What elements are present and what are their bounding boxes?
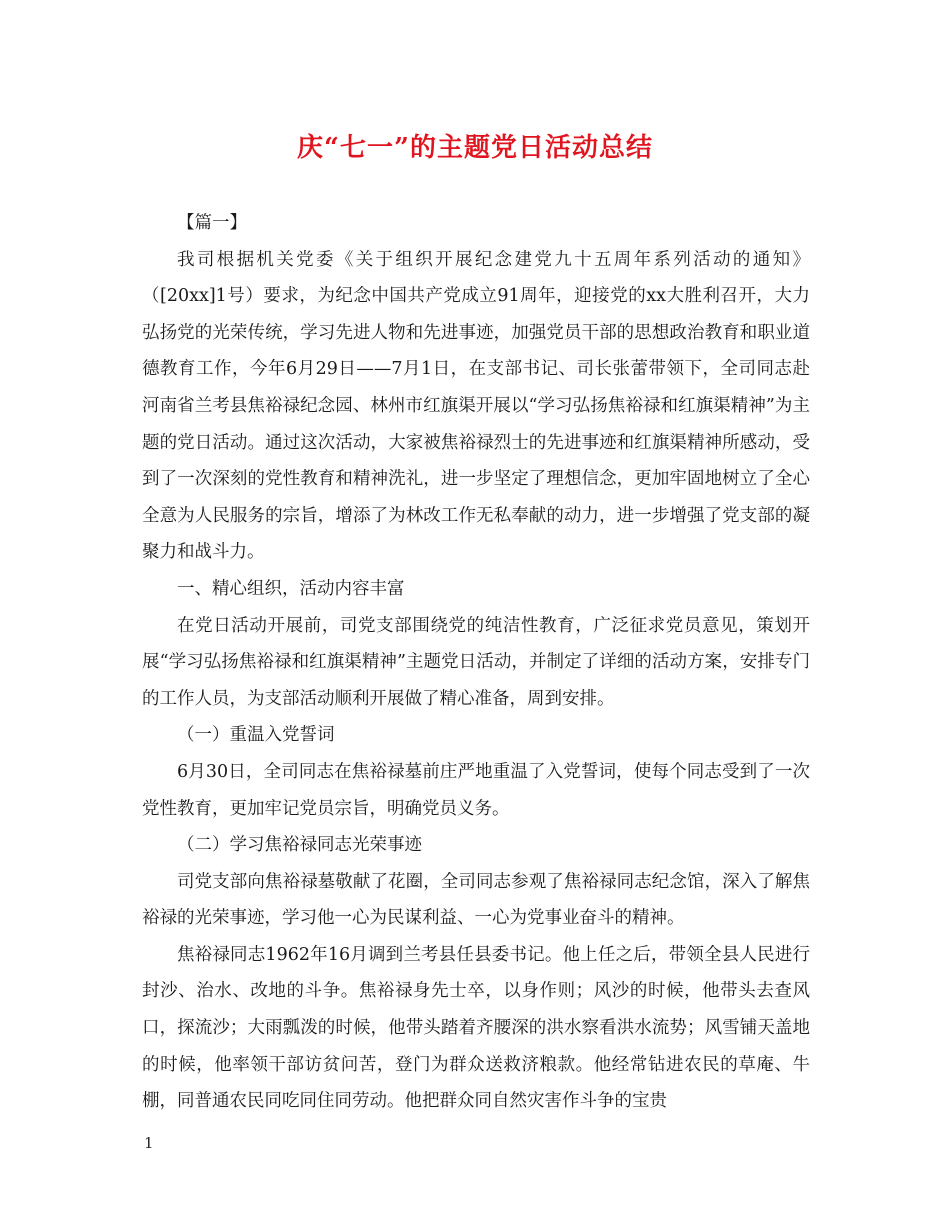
subsection-heading: （二）学习焦裕禄同志光荣事迹	[177, 835, 422, 856]
document-title: 庆“七一”的主题党日活动总结	[297, 133, 653, 163]
document-body	[142, 205, 810, 1120]
section-label: 【篇一】	[177, 213, 247, 233]
body-paragraph: 我司根据机关党委《关于组织开展纪念建党九十五周年系列活动的通知》（[20xx]1号）要求，为纪念中国共产党成立91周年，迎接党的xx大胜利召开，大力弘扬党的光荣传统，学习先进人物和先进事迹，加强党员干部的思想政治教育和职业道德教育工作，今年6月29日——7月1日，在支部书记、司长张蕾带领下，全司同志赴河南省兰考县焦裕禄纪念园、林州市红旗渠开展以“学习弘扬焦裕禄和红旗渠精神”为主题的党日活动。通过这次活动，大家被焦裕禄烈士的先进事迹和红旗渠精神所感动，受到了一次深刻的党性教育和精神洗礼，进一步坚定了理想信念，更加牢固地树立了全心全意为人民服务的宗旨，增添了为林改工作无私奉献的动力，进一步增强了党支部的凝聚力和战斗力。	[142, 249, 810, 563]
section-heading: 一、精心组织，活动内容丰富	[177, 578, 405, 599]
page-number: 1	[144, 1134, 154, 1152]
body-paragraph: 6月30日，全司同志在焦裕禄墓前庄严地重温了入党誓词，使每个同志受到了一次党性教育，更加牢记党员宗旨，明确党员义务。	[142, 761, 810, 819]
body-paragraph: 在党日活动开展前，司党支部围绕党的纯洁性教育，广泛征求党员意见，策划开展“学习弘扬焦裕禄和红旗渠精神”主题党日活动，并制定了详细的活动方案，安排专门的工作人员，为支部活动顺利开展做了精心准备，周到安排。	[142, 615, 810, 709]
body-paragraph: 焦裕禄同志1962年16月调到兰考县任县委书记。他上任之后，带领全县人民进行封沙、治水、改地的斗争。焦裕禄身先士卒，以身作则；风沙的时候，他带头去查风口，探流沙；大雨瓢泼的时候，他带头踏着齐腰深的洪水察看洪水流势；风雪铺天盖地的时候，他率领干部访贫问苦，登门为群众送救济粮款。他经常钻进农民的草庵、牛棚，同普通农民同吃同住同劳动。他把群众同自然灾害作斗争的宝贵	[142, 944, 810, 1112]
subsection-heading: （一）重温入党誓词	[177, 725, 335, 746]
body-paragraph: 司党支部向焦裕禄墓敬献了花圈，全司同志参观了焦裕禄同志纪念馆，深入了解焦裕禄的光荣事迹，学习他一心为民谋利益、一心为党事业奋斗的精神。	[142, 871, 810, 929]
